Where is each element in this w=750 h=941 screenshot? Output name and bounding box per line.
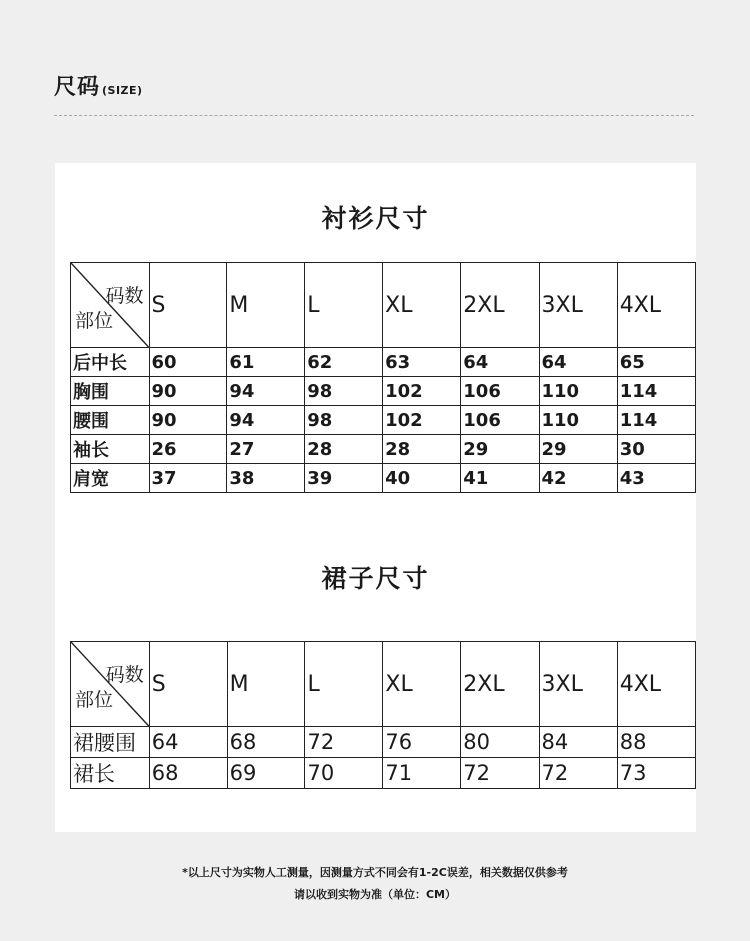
corner-label-part: 部位 [75,689,114,711]
skirt-size-table [70,641,696,789]
table-cell: 71 [383,758,461,789]
row-label: 后中长 [71,348,150,377]
footnote-unit: 请以收到实物为准（单位：CM） [293,888,457,901]
row-label: 腰围 [71,406,150,435]
table-cell: 42 [539,464,617,493]
table-cell: 28 [383,435,461,464]
footnote-disclaimer: *以上尺寸为实物人工测量，因测量方式不同会有1-2C误差，相关数据仅供参考 [182,866,568,879]
size-header: 2XL [461,642,539,727]
size-header: S [149,642,227,727]
table-cell: 30 [617,435,695,464]
shirt-table-title: 衬衫尺寸 [321,204,430,233]
size-header: 4XL [617,642,695,727]
size-header: 4XL [617,263,695,348]
table-cell: 80 [461,727,539,758]
shirt-corner-cell [71,263,150,348]
size-header: L [305,263,383,348]
table-cell: 102 [383,406,461,435]
row-label: 袖长 [71,435,150,464]
corner-label-size: 码数 [105,285,144,307]
table-cell: 70 [305,758,383,789]
table-cell: 106 [461,377,539,406]
skirt-corner-cell [71,642,150,727]
table-cell: 88 [617,727,695,758]
size-header: 3XL [539,642,617,727]
table-row [71,406,696,435]
size-header: 2XL [461,263,539,348]
table-cell: 41 [461,464,539,493]
table-cell: 64 [149,727,227,758]
skirt-header-row [71,642,696,727]
table-cell: 60 [149,348,227,377]
table-cell: 29 [461,435,539,464]
table-cell: 94 [227,406,305,435]
size-header: 3XL [539,263,617,348]
corner-label-size: 码数 [105,664,144,686]
table-cell: 40 [383,464,461,493]
table-cell: 114 [617,406,695,435]
row-label: 裙腰围 [71,727,150,758]
size-header: M [227,642,305,727]
table-cell: 27 [227,435,305,464]
table-row [71,464,696,493]
table-cell: 98 [305,377,383,406]
table-cell: 69 [227,758,305,789]
table-cell: 90 [149,406,227,435]
table-cell: 72 [461,758,539,789]
table-cell: 73 [617,758,695,789]
table-cell: 90 [149,377,227,406]
table-cell: 76 [383,727,461,758]
table-cell: 102 [383,377,461,406]
table-cell: 72 [539,758,617,789]
table-cell: 94 [227,377,305,406]
size-header: M [227,263,305,348]
table-cell: 39 [305,464,383,493]
table-cell: 65 [617,348,695,377]
table-row [71,348,696,377]
table-cell: 64 [461,348,539,377]
table-cell: 37 [149,464,227,493]
table-cell: 72 [305,727,383,758]
row-label: 肩宽 [71,464,150,493]
table-cell: 98 [305,406,383,435]
row-label: 胸围 [71,377,150,406]
table-cell: 68 [227,727,305,758]
row-label: 裙长 [71,758,150,789]
size-chart-card [55,163,696,832]
size-header: XL [383,263,461,348]
dashed-divider [54,115,694,116]
size-header: L [305,642,383,727]
table-cell: 64 [539,348,617,377]
table-cell: 28 [305,435,383,464]
table-cell: 26 [149,435,227,464]
table-cell: 62 [305,348,383,377]
section-header-title [54,70,143,101]
table-cell: 61 [227,348,305,377]
table-row [71,377,696,406]
table-cell: 110 [539,377,617,406]
header-title-text: 尺码 [54,75,101,100]
table-cell: 29 [539,435,617,464]
shirt-size-table [70,262,696,493]
table-row [71,758,696,789]
table-cell: 114 [617,377,695,406]
size-header: XL [383,642,461,727]
table-cell: 38 [227,464,305,493]
skirt-table-title: 裙子尺寸 [321,564,430,593]
header-subtitle: (SIZE) [102,84,143,97]
table-cell: 43 [617,464,695,493]
table-row [71,435,696,464]
table-row [71,727,696,758]
table-cell: 84 [539,727,617,758]
size-header: S [149,263,227,348]
table-cell: 110 [539,406,617,435]
table-cell: 63 [383,348,461,377]
shirt-header-row [71,263,696,348]
table-cell: 68 [149,758,227,789]
corner-label-part: 部位 [75,310,114,332]
table-cell: 106 [461,406,539,435]
